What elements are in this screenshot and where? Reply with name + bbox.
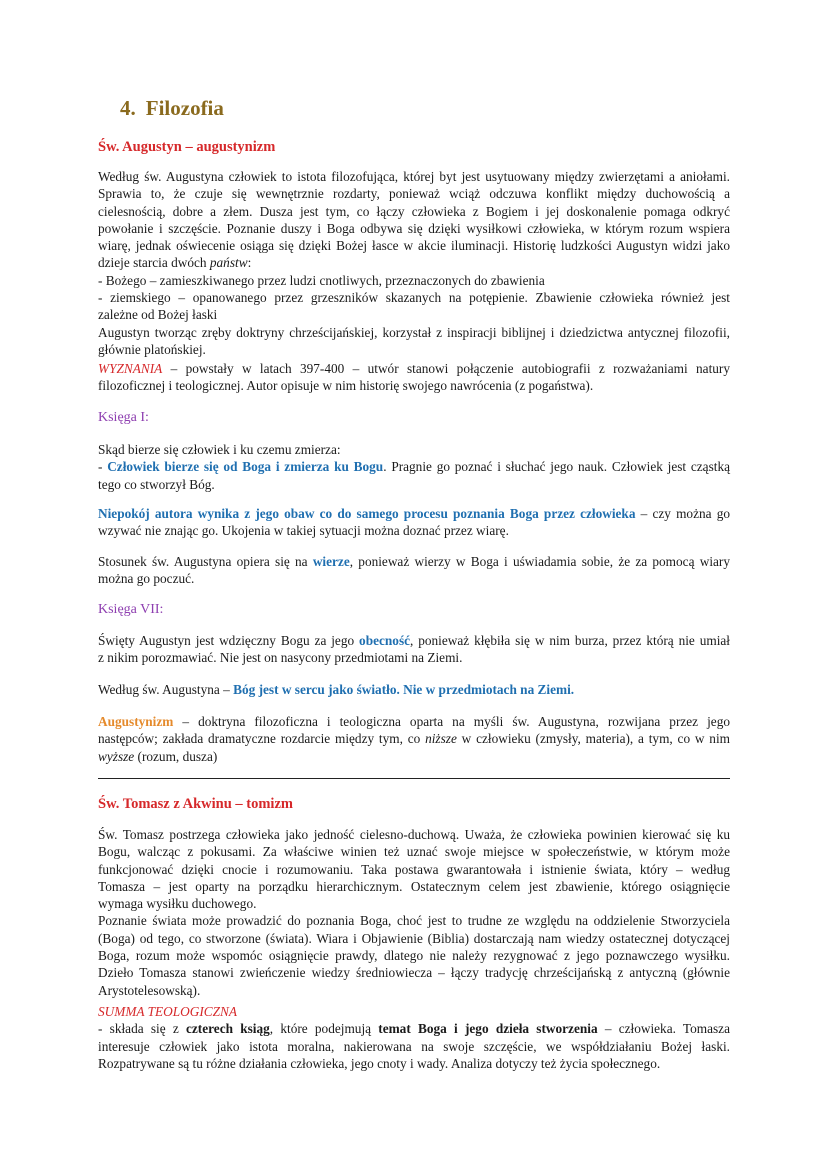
augustyn-heading: Św. Augustyn – augustynizm (98, 139, 276, 155)
text-line: wiarę, jednak oświecenie osiąga się dzięki Bożej łasce w akcie iluminacji. Historię ludzkości Augustyn widzi jako (98, 238, 730, 254)
faith-paragraph (98, 553, 730, 588)
text-line: Boga, rozum może wspomóc osiągnięcie prawdy, dlatego nie należy rezygnować z jego poznawczego wysiłku. (98, 948, 730, 964)
text-line: (Boga) od tego, co stworzone (świata). Wiara i Objawienie (Biblia) dostarczają nam wiedzy ostatecznej dotyczącej (98, 930, 730, 946)
text-line: funkcjonować dzięki cnocie i rozumowaniu. Taka postawa gwarantowała i istnienie świata, który – według (98, 861, 730, 877)
confessions-paragraph (98, 360, 730, 395)
book1-label: Księga I: (98, 410, 149, 425)
text-line (98, 681, 730, 698)
text-span: (rozum, dusza) (134, 748, 218, 764)
text-line (98, 632, 730, 649)
heart-paragraph (98, 681, 730, 698)
text-span: Święty Augustyn jest wdzięczny Bogu za jego (98, 633, 360, 648)
text-line: Poznanie świata może prowadzić do poznania Boga, choć jest to trudne ze względu na oddzielenie Stworzyciela (98, 913, 730, 929)
text-line: Bogu, walcząc z pokusami. Za właściwe winien też uznać swoje miejsce w społeczeństwie, w którym może (98, 844, 730, 860)
text-span: Według św. Augustyna – (98, 682, 234, 697)
text-line (98, 360, 730, 377)
text-span: - (98, 459, 108, 475)
text-span: , ponieważ wierzy w Boga i uświadamia sobie, że za pomocą wiary (349, 554, 730, 569)
text-italic: wyższe (98, 748, 135, 764)
augustynizm-definition (98, 713, 730, 765)
text-line: filozoficznej i teologicznej. Autor opisuje w nim historię swojego nawrócenia (z pogaństwa). (98, 378, 594, 394)
augustynizm-term: Augustynizm (98, 714, 174, 729)
doctrine-line: głównie platońskiej. (98, 341, 206, 357)
tomasz-intro (98, 826, 730, 999)
text-line: Sprawia to, że czuje się wewnętrznie rozdarty, ponieważ wciąż odczuwa konflikt między duchowością a (98, 186, 730, 202)
text-line: wymaga wysiłku duchowego. (98, 896, 257, 912)
summa-emphasis: czterech ksiąg (186, 1021, 270, 1037)
section-number: 4. (120, 96, 136, 120)
page-title (120, 96, 224, 121)
text-line: cielesnością, dobre a złem. Dusza jest tym, co łączy człowieka z Bogiem i jej doskonalenie pomaga odkryć (98, 203, 730, 219)
section-title: Filozofia (145, 96, 224, 120)
text-span: : (247, 255, 252, 271)
tomasz-heading: Św. Tomasz z Akwinu – tomizm (98, 796, 293, 812)
state-god: - Bożego – zamieszkiwanego przez ludzi cnotliwych, przeznaczonych do zbawienia (98, 272, 545, 288)
text-line: powołanie i szczęście. Poznanie duszy i Boga odbywa się dzięki wysiłkowi człowieka, w którym rozum wspiera (98, 220, 730, 236)
confessions-title: WYZNANIA (98, 361, 163, 376)
text-span: , ponieważ kłębiła się w nim burza, przez którą nie umiał (410, 633, 730, 648)
book1-paragraph (98, 441, 730, 493)
text-span: – czy można go (635, 506, 730, 521)
text-span: - składa się z (98, 1021, 186, 1037)
anxiety-paragraph (98, 505, 730, 540)
text-line: Św. Tomasz postrzega człowieka jako jedność cielesno-duchową. Uważa, że człowieka powinien kierować się ku (98, 827, 730, 842)
summa-paragraph (98, 1003, 730, 1072)
text-line: można go poczuć. (98, 571, 195, 587)
text-line: Rozpatrywane są tu różne działania człowieka, jego cnoty i wady. Analiza dotyczy też życia społecznego. (98, 1055, 661, 1071)
text-line (98, 553, 730, 570)
text-span: , które podejmują (269, 1021, 379, 1037)
text-span: . Pragnie go poznać i słuchać jego nauk. Człowiek jest cząstką (383, 459, 730, 475)
summa-title: SUMMA TEOLOGICZNA (98, 1004, 238, 1019)
summa-emphasis: temat Boga i jego dzieła stworzenia (378, 1021, 598, 1037)
text-line: wzywać nie znając go. Ukojenia w takiej sytuacji można doznać przez wiarę. (98, 523, 509, 539)
presence-paragraph (98, 632, 730, 667)
states-term: państw (209, 255, 248, 271)
text-line (98, 254, 730, 271)
text-line (98, 730, 730, 747)
text-italic: niższe (425, 731, 457, 747)
text-span: następców; zakłada dramatyczne rozdarcie między tym, co (98, 731, 426, 747)
text-line: Arystotelesowską). (98, 982, 201, 998)
text-line: Tomasza – jest oparty na porządku hierarchicznym. Ostatecznym celem jest zbawienie, którego osiągnięcie (98, 878, 730, 894)
heart-emphasis: Bóg jest w sercu jako światło. Nie w przedmiotach na Ziemi. (233, 682, 575, 697)
text-line (98, 1020, 730, 1037)
doctrine-line: Augustyn tworząc zręby doktryny chrześcijańskiej, korzystał z inspiracji biblijnej i dziedzictwa antycznej filozofii, (98, 324, 730, 340)
text-line: Według św. Augustyna człowiek to istota filozofująca, której byt jest usytuowany między zwierzętami a aniołami. (98, 169, 730, 184)
text-line: interesuje człowiek jako istota moralna, nakierowana na swoje szczęście, we współdziałaniu Bożej łaski. (98, 1038, 730, 1054)
text-span: Stosunek św. Augustyna opiera się na (98, 554, 313, 569)
book7-label: Księga VII: (98, 602, 164, 617)
state-earth-cont: zależne od Bożej łaski (98, 307, 218, 323)
text-line (98, 713, 730, 730)
faith-emphasis: wierze (312, 554, 350, 569)
section-divider (98, 778, 730, 779)
book1-answer: Człowiek bierze się od Boga i zmierza ku Bogu (107, 459, 384, 475)
book1-question: Skąd bierze się człowiek i ku czemu zmierza: (98, 442, 341, 457)
presence-emphasis: obecność (359, 633, 411, 648)
anxiety-emphasis: Niepokój autora wynika z jego obaw co do samego procesu poznania Boga przez człowieka (98, 506, 636, 521)
text-line (98, 505, 730, 522)
text-span: – powstały w latach 397-400 – utwór stanowi połączenie autobiografii z rozważaniami natury (162, 361, 730, 376)
text-line: Dzieło Tomasza stanowi zwieńczenie wiedzy średniowiecza – łączy tradycję chrześcijańską z antyczną (głównie (98, 965, 730, 981)
text-span: dzieje starcia dwóch (98, 255, 210, 271)
text-span: – człowieka. Tomasza (597, 1021, 730, 1037)
text-line (98, 748, 730, 765)
text-line: z nikim porozmawiać. Nie jest on nasycony przedmiotami na Ziemi. (98, 650, 463, 666)
text-span: – doktryna filozoficzna i teologiczna oparta na myśli św. Augustyna, rozwijana przez jego (173, 714, 730, 729)
text-line (98, 458, 730, 475)
augustyn-intro (98, 168, 730, 358)
text-span: w człowieku (zmysły, materia), a tym, co w nim (456, 731, 730, 747)
text-line: tego co stworzył Bóg. (98, 476, 215, 492)
state-earth: - ziemskiego – opanowanego przez grzeszników skazanych na potępienie. Zbawienie człowieka również jest (98, 290, 730, 306)
